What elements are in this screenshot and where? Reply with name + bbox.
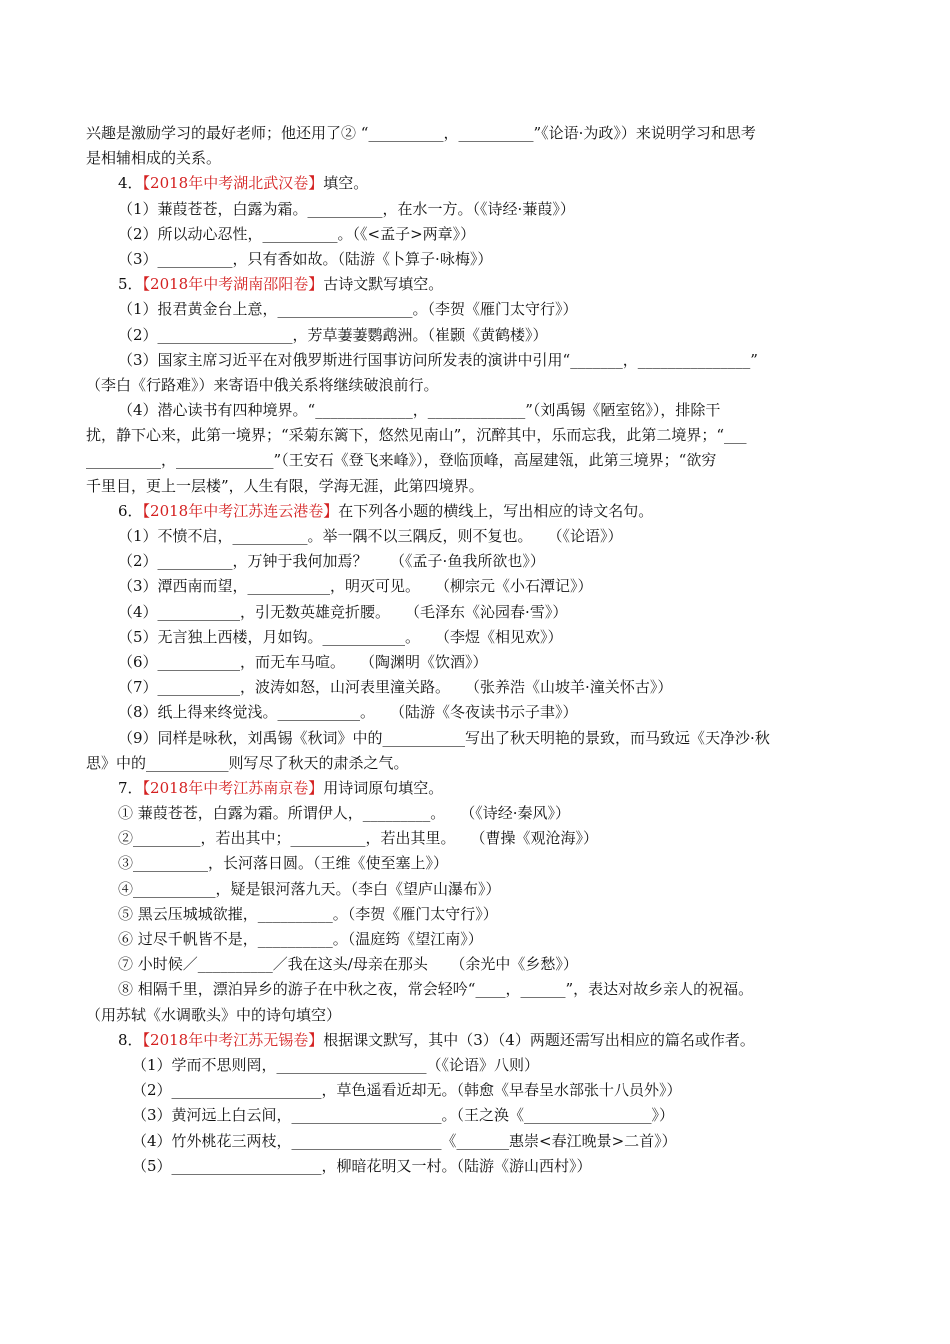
question-line: （3）__________，只有香如故。（陆游《卜算子·咏梅》） [118,249,493,268]
question-line: （3）黄河远上白云间，____________________。（王之涣《_________________》） [132,1106,675,1125]
question-line: （1）学而不思则罔，____________________（《论语》八则） [132,1055,540,1074]
question-line: ⑥ 过尽千帆皆不是，__________。（温庭筠《望江南》） [118,930,483,948]
question-line: 千里目，更上一层楼”，人生有限，学海无涯，此第四境界。 [86,476,484,495]
question-line: ① 蒹葭苍苍，白露为霜。所谓伊人，_________。 （《诗经·秦风》） [118,804,571,823]
question-line: （3）潭西南而望，___________，明灭可见。 （柳宗元《小石潭记》） [118,577,593,596]
question-6-heading [86,499,866,524]
question-number: 6． [118,501,143,520]
question-number: 5． [118,275,143,294]
question-line: （1）蒹葭苍苍，白露为霜。__________，在水一方。（《诗经·蒹葭》） [118,199,575,218]
question-8-heading [86,1028,866,1053]
question-instruction: 用诗词原句填空。 [323,778,444,797]
question-line: （3）国家主席习近平在对俄罗斯进行国事访问所发表的演讲中引用“_______，_______________” [118,350,758,369]
question-line: （5）____________________，柳暗花明又一村。（陆游《游山西村》） [132,1156,592,1175]
question-line: （4）竹外桃花三两枝，____________________《_______惠崇<春江晚景>二首》） [132,1131,677,1150]
question-line: ⑤ 黑云压城城欲摧，__________。（李贺《雁门太守行》） [118,904,498,923]
question-line: （李白《行路难》）来寄语中俄关系将继续破浪前行。 [86,375,439,394]
question-line: 扰，静下心来，此第一境界；“采菊东篱下，悠然见南山”，沉醉其中，乐而忘我，此第二境界；“___ [86,426,747,445]
question-line: （7）___________，波涛如怒，山河表里潼关路。 （张养浩《山坡羊·潼关怀古》） [118,678,673,697]
exam-source: 【2018年中考江苏南京卷】 [142,778,324,797]
exam-source: 【2018年中考江苏连云港卷】 [142,501,339,520]
question-line: （2）__________，万钟于我何加焉？ （《孟子·鱼我所欲也》） [118,552,545,571]
question-line: （5）无言独上西楼，月如钩。___________。 （李煜《相见欢》） [118,627,563,646]
question-line: ②_________，若出其中；__________，若出其里。 （曹操《观沧海》） [118,829,599,848]
exam-source: 【2018年中考湖南邵阳卷】 [142,275,324,294]
question-number: 8． [118,1030,143,1049]
question-line: （1）不愤不启，__________。举一隅不以三隅反，则不复也。 （《论语》） [118,527,623,545]
question-instruction: 古诗文默写填空。 [323,275,444,294]
question-line: （2）____________________，草色遥看近却无。（韩愈《早春呈水部张十八员外》） [132,1081,682,1100]
question-line: __________，_____________”（王安石《登飞来峰》），登临顶峰，高屋建瓴，此第三境界；“欲穷 [86,451,717,470]
question-5-heading [86,272,866,297]
question-line: （2）所以动心忍性，__________。（《<孟子>两章》） [118,224,476,243]
question-line: （6）___________，而无车马喧。 （陶渊明《饮酒》） [118,652,488,671]
question-line: （8）纸上得来终觉浅。___________。 （陆游《冬夜读书示子聿》） [118,703,578,722]
question-line: （1）报君黄金台上意，__________________。（李贺《雁门太守行》） [118,300,578,319]
exam-source: 【2018年中考江苏无锡卷】 [142,1030,324,1049]
question-instruction: 根据课文默写，其中（3）（4）两题还需写出相应的篇名或作者。 [323,1030,755,1049]
question-instruction: 填空。 [323,174,369,193]
question-line: ⑦ 小时候／__________／我在这头/母亲在那头 （余光中《乡愁》） [118,955,578,974]
question-instruction: 在下列各小题的横线上，写出相应的诗文名句。 [338,501,654,520]
question-line: ④___________，疑是银河落九天。（李白《望庐山瀑布》） [118,879,501,898]
question-line: 思》中的___________则写尽了秋天的肃杀之气。 [86,753,409,772]
question-line: （9）同样是咏秋，刘禹锡《秋词》中的___________写出了秋天明艳的景致，而马致远《天净沙·秋 [118,728,770,747]
question-line: （4）___________，引无数英雄竞折腰。 （毛泽东《沁园春·雪》） [118,602,568,621]
document-body [86,121,866,1179]
question-line: （用苏轼《水调歌头》中的诗句填空） [86,1005,342,1024]
question-7-heading [86,776,866,801]
question-4-heading [86,171,866,196]
exam-source: 【2018年中考湖北武汉卷】 [142,174,324,193]
question-number: 7． [118,778,143,797]
intro-line: 兴趣是激励学习的最好老师；他还用了② “__________，__________”《论语·为政》）来说明学习和思考 [86,124,756,142]
question-line: （2）__________________，芳草萋萋鹦鹉洲。（崔颢《黄鹤楼》） [118,325,548,344]
question-line: （4）潜心读书有四种境界。“_____________，_____________”（刘禹锡《陋室铭》），排除干 [118,401,721,420]
question-line: ⑧ 相隔千里，漂泊异乡的游子在中秋之夜，常会轻吟“____，______”，表达对故乡亲人的祝福。 [118,980,754,999]
question-number: 4． [118,174,143,193]
intro-line: 是相辅相成的关系。 [86,149,222,168]
question-line: ③__________，长河落日圆。（王维《使至塞上》） [118,854,449,873]
